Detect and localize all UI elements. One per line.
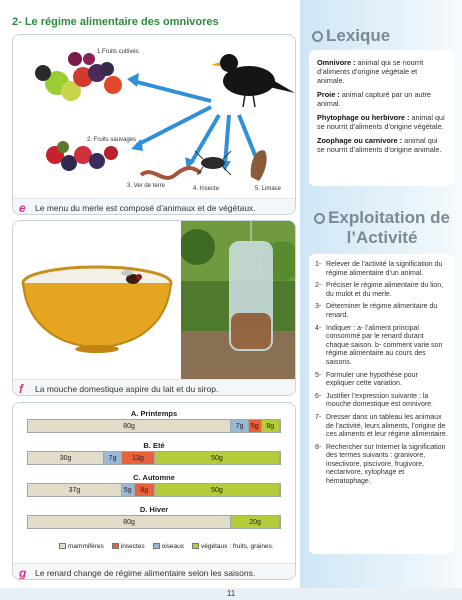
caption-letter: g — [19, 566, 27, 580]
activity-item — [315, 393, 448, 410]
milk-bowl-illustration — [13, 221, 181, 379]
lexique-entry — [317, 136, 446, 154]
bar-segment: 5g — [249, 420, 262, 432]
legend-label: oiseaux — [161, 543, 185, 550]
panel-mouche — [12, 220, 296, 396]
activity-number: 1- — [315, 261, 322, 268]
season-title: B. Eté — [143, 441, 165, 450]
activity-item — [315, 372, 448, 389]
activity-number: 3- — [315, 303, 322, 311]
lexique-box — [309, 50, 454, 186]
lexique-definition: animal capturé par un autre animal. — [317, 90, 431, 108]
caption-e — [13, 198, 295, 215]
lexique-term: Zoophage ou carnivore : — [317, 136, 405, 145]
caption-f — [13, 379, 295, 396]
lexique-term: Proie : — [317, 90, 342, 99]
wild-fruits-image — [46, 141, 118, 171]
earthworm-image — [141, 168, 201, 178]
label-limace: 5. Limace — [255, 186, 282, 192]
bar-segment: 20g — [231, 516, 280, 528]
lexique-definition: animal qui se nourrit d’aliments d’origine végétale. — [317, 113, 445, 131]
legend-label: mammifères — [68, 543, 104, 550]
activity-item — [315, 303, 448, 320]
bar-segment: 80g — [28, 516, 231, 528]
activity-text: Rechercher sur Internet la signification des termes suivants : granivore, insectivore, piscivore, frugivore, nectarivore, xylophage et hématophage. — [326, 443, 446, 486]
activity-item — [315, 444, 448, 487]
lexique-entry — [317, 113, 446, 131]
legend-label: insectes — [120, 543, 145, 550]
legend-item — [112, 543, 145, 550]
merle-diet-illustration — [13, 35, 296, 198]
bar-segment: 8g — [135, 484, 155, 496]
circle-icon — [312, 31, 323, 42]
bar-segment: 50g — [155, 452, 280, 464]
bar-segment: 8g — [262, 420, 280, 432]
caption-text: Le menu du merle est composé d’animaux et de végétaux. — [35, 203, 256, 213]
activity-number: 6- — [315, 392, 322, 400]
stacked-bar — [27, 419, 281, 433]
activity-text: Préciser le régime alimentaire du lion, du mulot et du merle. — [326, 282, 444, 298]
lexique-term: Phytophage ou herbivore : — [317, 113, 412, 122]
legend-label: végétaux : fruits, graines. — [201, 543, 274, 550]
stacked-bar — [27, 515, 281, 529]
stacked-bar — [27, 483, 281, 497]
activity-text: Déterminer le régime alimentaire du renard. — [326, 303, 438, 319]
caption-letter: f — [19, 382, 23, 396]
page-number: 11 — [0, 588, 462, 600]
bar-segment: 80g — [28, 420, 231, 432]
label-fruits-cultives: 1.Fruits cultivés — [97, 49, 139, 55]
cultivated-fruits-image — [35, 52, 122, 101]
activity-text: Indiquer : a- l’aliment principal consommé par le renard durant chaque saison. b- comment varie son régime alimentaire au cours des saisons. — [326, 324, 443, 366]
bar-segment: 37g — [28, 484, 122, 496]
legend-item — [192, 543, 274, 550]
lexique-entry — [317, 90, 446, 108]
lexique-term: Omnivore : — [317, 58, 358, 67]
activity-text: Formuler une hypothèse pour expliquer cette variation. — [326, 371, 418, 388]
activity-number: 2- — [315, 282, 322, 290]
activity-number: 7- — [315, 413, 322, 421]
chart-legend — [59, 543, 274, 550]
exploitation-heading: Exploitation de l’Activité — [312, 208, 452, 248]
fly-trap-photo — [181, 221, 296, 379]
lexique-definition: animal qui se nourrit d’aliments d’origine animale. — [317, 136, 442, 154]
activity-text: Relever de l’activité la signification du régime alimentaire d’un animal. — [326, 261, 443, 277]
activity-text: Justifier l’expression suivante : la mouche domestique est omnivore. — [326, 392, 433, 409]
bar-segment: 50g — [155, 484, 280, 496]
section-title: 2- Le régime alimentaire des omnivores — [12, 16, 219, 28]
bar-segment: 7g — [231, 420, 249, 432]
season-title: C. Automne — [133, 473, 175, 482]
caption-text: La mouche domestique aspire du lait et du sirop. — [35, 384, 219, 394]
bar-segment: 5g — [122, 484, 135, 496]
caption-text: Le renard change de régime alimentaire selon les saisons. — [35, 568, 256, 578]
activity-item — [315, 261, 448, 278]
legend-item — [59, 543, 104, 550]
label-insecte: 4. Insecte — [193, 186, 220, 192]
legend-swatch — [192, 543, 199, 549]
bar-segment: 13g — [122, 452, 155, 464]
legend-item — [153, 543, 184, 550]
panel-merle-menu — [12, 34, 296, 215]
activity-item — [315, 325, 448, 368]
activity-text: Dresser dans un tableau les animaux de l’activité, leurs aliments, l’origine de ces aliments et leur régime alimentaire. — [326, 413, 448, 439]
bar-segment: 30g — [28, 452, 104, 464]
season-title: D. Hiver — [139, 505, 169, 514]
bar-segment: 7g — [104, 452, 122, 464]
activity-item — [315, 282, 448, 299]
legend-swatch — [153, 543, 160, 549]
activity-number: 5- — [315, 371, 322, 379]
caption-letter: e — [19, 201, 26, 215]
panel-renard-chart — [12, 402, 296, 580]
blackbird-image — [211, 54, 295, 107]
activity-number: 8- — [315, 443, 322, 451]
season-title: A. Printemps — [130, 409, 178, 418]
lexique-entry — [317, 58, 446, 85]
activity-questions-box — [309, 254, 454, 554]
circle-icon — [314, 213, 325, 224]
label-fruits-sauvages: 2. Fruits sauvages — [87, 137, 137, 143]
lexique-definition: animal qui se nourrit d’aliments d’origine végétale et animale. — [317, 58, 424, 85]
activity-item — [315, 414, 448, 440]
stacked-bar — [27, 451, 281, 465]
label-ver-de-terre: 3. Ver de terre — [127, 183, 166, 189]
caption-g — [13, 563, 295, 580]
legend-swatch — [112, 543, 119, 549]
legend-swatch — [59, 543, 66, 549]
activity-number: 4- — [315, 324, 322, 332]
lexique-heading: Lexique — [312, 26, 390, 46]
